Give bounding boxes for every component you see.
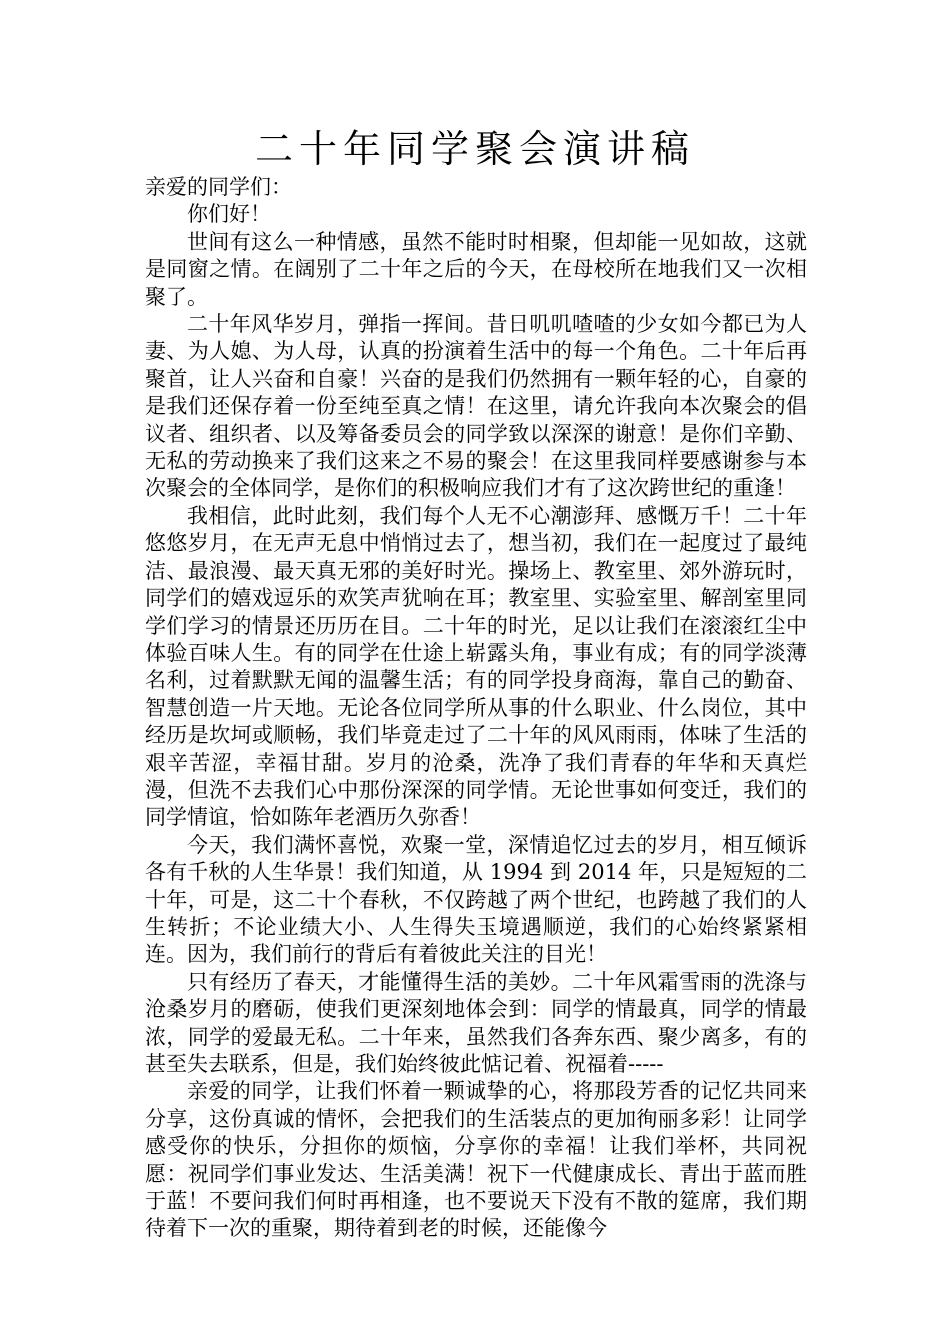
paragraph-reunion-today: 今天，我们满怀喜悦，欢聚一堂，深情追忆过去的岁月，相互倾诉各有千秋的人生华景！我们知道，从 1994 到 2014 年，只是短短的二十年，可是，这二十个春秋，不仅跨越了两个世纪，也跨越了我们的人生转折；不论业绩大小、人生得失玉境遇顺逆，我们的心始终紧紧相连。因为，我们前行的背后有着彼此关注的目光！: [145, 832, 807, 967]
salutation: 亲爱的同学们：: [145, 175, 292, 199]
paragraph-greeting: 你们好！: [187, 202, 271, 227]
paragraph-memories: 我相信，此时此刻，我们每个人无不心潮澎拜、感慨万千！二十年悠悠岁月，在无声无息中悄悄过去了，想当初，我们在一起度过了最纯洁、最浪漫、最天真无邪的美好时光。操场上、教室里、郊外游玩时，同学们的嬉戏逗乐的欢笑声犹响在耳；教室里、实验室里、解剖室里同学们学习的情景还历历在目。二十年的时光，足以让我们在滚滚红尘中体验百味人生。有的同学在仕途上崭露头角，事业有成；有的同学淡薄名利，过着默默无闻的温馨生活；有的同学投身商海，靠自己的勤奋、智慧创造一片天地。无论各位同学所从事的什么职业、什么岗位，其中经历是坎坷或顺畅，我们毕竟走过了二十年的风风雨雨，体味了生活的艰辛苦涩，幸福甘甜。岁月的沧桑，洗净了我们青春的年华和天真烂漫，但洗不去我们心中那份深深的同学情。无论世事如何变迁，我们的同学情谊，恰如陈年老酒历久弥香！: [145, 503, 807, 830]
paragraph-friendship: 只有经历了春天，才能懂得生活的美妙。二十年风霜雪雨的洗涤与沧桑岁月的磨砺，使我们更深刻地体会到：同学的情最真，同学的情最浓，同学的爱最无私。二十年来，虽然我们各奔东西、聚少离多，有的甚至失去联系，但是，我们始终彼此惦记着、祝福着-----: [145, 969, 807, 1076]
paragraph-twenty-years: 二十年风华岁月，弹指一挥间。昔日叽叽喳喳的少女如今都已为人妻、为人媳、为人母，认真的扮演着生活中的每一个角色。二十年后再聚首，让人兴奋和自豪！兴奋的是我们仍然拥有一颗年轻的心，自豪的是我们还保存着一份至纯至真之情！在这里，请允许我向本次聚会的倡议者、组织者、以及筹备委员会的同学致以深深的谢意！是你们辛勤、无私的劳动换来了我们这来之不易的聚会！在这里我同样要感谢参与本次聚会的全体同学，是你们的积极响应我们才有了这次跨世纪的重逢！: [145, 312, 807, 501]
document-body: [145, 174, 807, 1243]
paragraph-classmate-bond: 世间有这么一种情感，虽然不能时时相聚，但却能一见如故，这就是同窗之情。在阔别了二十年之后的今天，在母校所在地我们又一次相聚了。: [145, 229, 807, 309]
paragraph-toast: 亲爱的同学，让我们怀着一颗诚挚的心，将那段芳香的记忆共同来分享，这份真诚的情怀，会把我们的生活装点的更加徇丽多彩！让同学感受你的快乐，分担你的烦恼，分享你的幸福！让我们举杯，共同祝愿：祝同学们事业发达、生活美满！祝下一代健康成长、青出于蓝而胜于蓝！不要问我们何时再相逢，也不要说天下没有不散的筵席，我们期待着下一次的重聚，期待着到老的时候，还能像今: [145, 1079, 807, 1241]
document-title: 二十年同学聚会演讲稿: [254, 127, 695, 171]
